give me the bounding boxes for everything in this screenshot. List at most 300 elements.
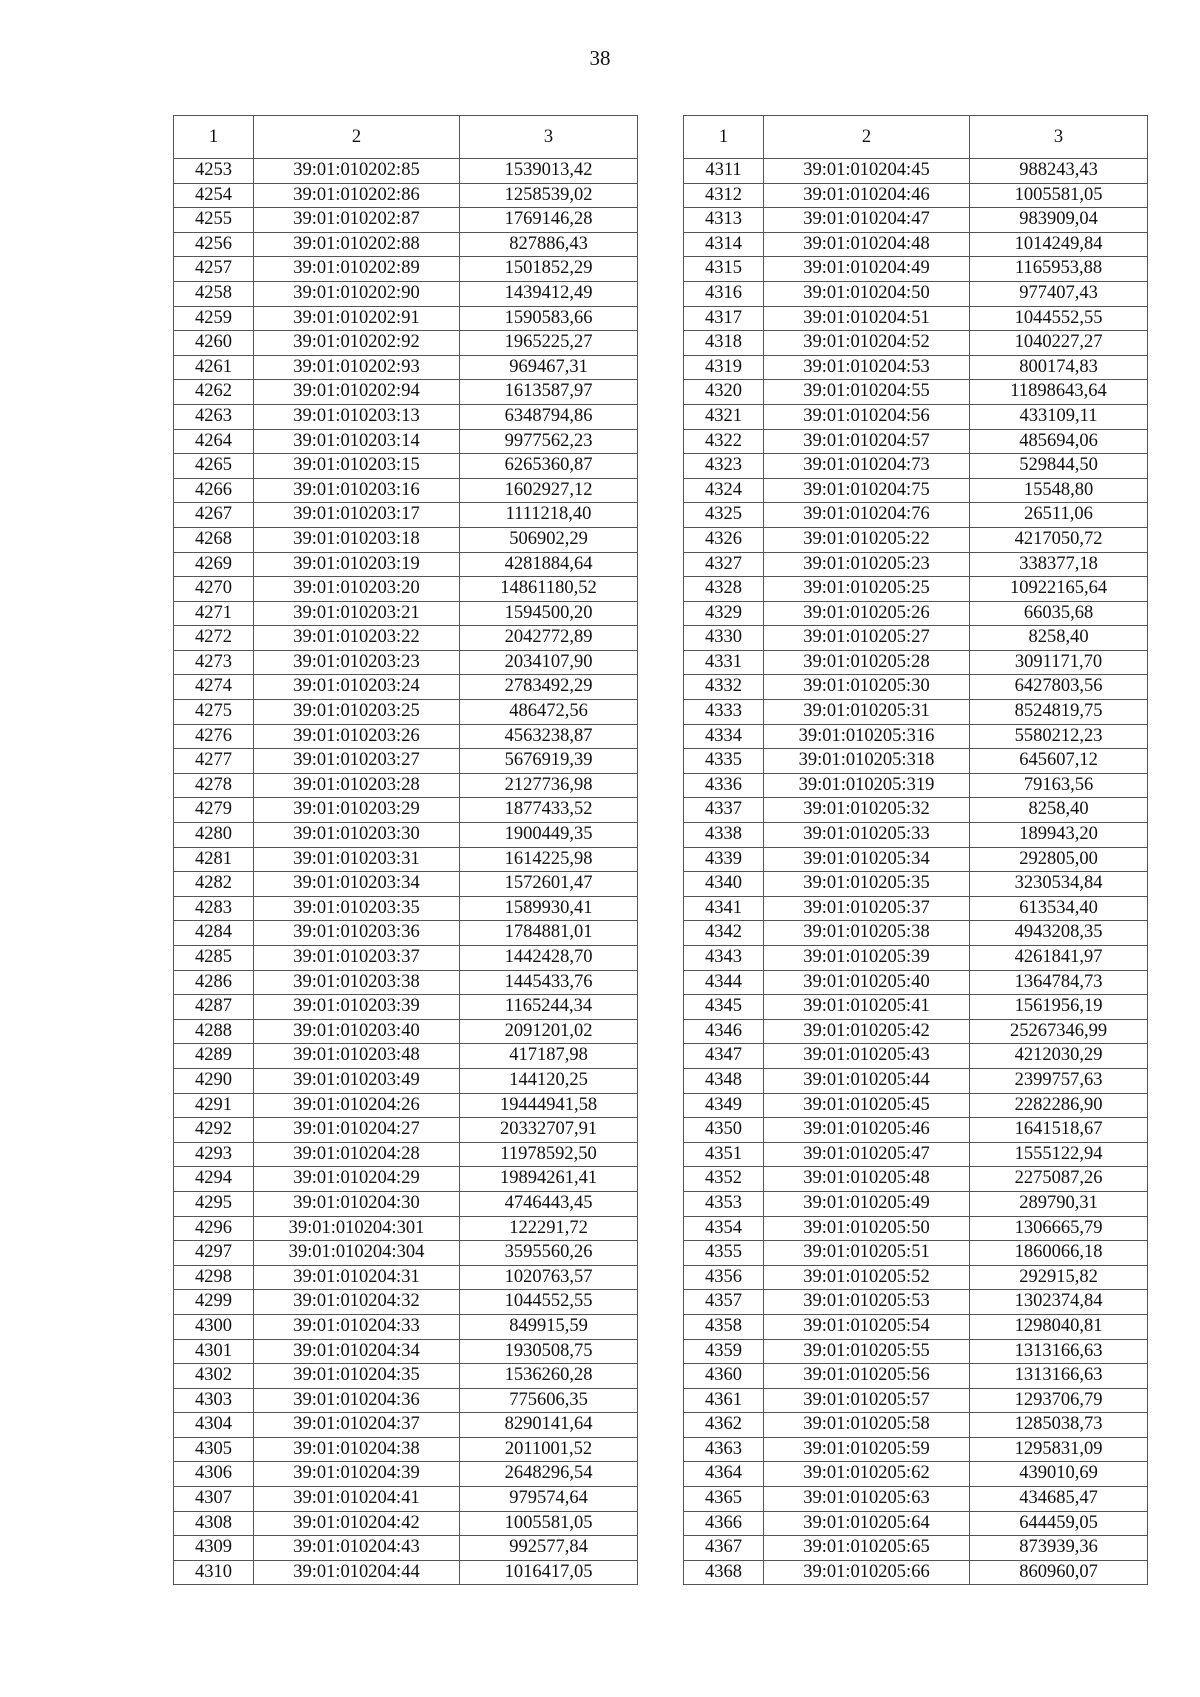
cadastral-number-cell: 39:01:010203:36 xyxy=(254,921,460,946)
row-number-cell: 4274 xyxy=(174,675,254,700)
row-number-cell: 4324 xyxy=(684,478,764,503)
value-cell: 2783492,29 xyxy=(460,675,638,700)
cadastral-number-cell: 39:01:010204:34 xyxy=(254,1339,460,1364)
value-cell: 1613587,97 xyxy=(460,380,638,405)
cadastral-number-cell: 39:01:010204:42 xyxy=(254,1511,460,1536)
value-cell: 529844,50 xyxy=(970,454,1148,479)
cadastral-number-cell: 39:01:010203:15 xyxy=(254,454,460,479)
cadastral-number-cell: 39:01:010203:37 xyxy=(254,946,460,971)
value-cell: 1040227,27 xyxy=(970,331,1148,356)
row-number-cell: 4349 xyxy=(684,1093,764,1118)
table-row xyxy=(684,872,1148,897)
cadastral-number-cell: 39:01:010205:43 xyxy=(764,1044,970,1069)
row-number-cell: 4283 xyxy=(174,896,254,921)
table-row xyxy=(174,1167,638,1192)
cadastral-number-cell: 39:01:010205:44 xyxy=(764,1068,970,1093)
table-row xyxy=(684,159,1148,184)
value-cell: 506902,29 xyxy=(460,527,638,552)
value-cell: 2282286,90 xyxy=(970,1093,1148,1118)
cadastral-number-cell: 39:01:010203:16 xyxy=(254,478,460,503)
value-cell: 122291,72 xyxy=(460,1216,638,1241)
value-cell: 977407,43 xyxy=(970,281,1148,306)
cadastral-number-cell: 39:01:010205:32 xyxy=(764,798,970,823)
cadastral-number-cell: 39:01:010205:52 xyxy=(764,1265,970,1290)
value-cell: 1302374,84 xyxy=(970,1290,1148,1315)
value-cell: 486472,56 xyxy=(460,700,638,725)
row-number-cell: 4307 xyxy=(174,1487,254,1512)
table-row xyxy=(174,1388,638,1413)
value-cell: 860960,07 xyxy=(970,1560,1148,1585)
cadastral-number-cell: 39:01:010202:92 xyxy=(254,331,460,356)
value-cell: 1641518,67 xyxy=(970,1118,1148,1143)
row-number-cell: 4340 xyxy=(684,872,764,897)
row-number-cell: 4319 xyxy=(684,355,764,380)
table-row xyxy=(174,773,638,798)
cadastral-number-cell: 39:01:010205:56 xyxy=(764,1364,970,1389)
value-cell: 11978592,50 xyxy=(460,1142,638,1167)
table-row xyxy=(174,1364,638,1389)
table-row xyxy=(684,306,1148,331)
value-cell: 1877433,52 xyxy=(460,798,638,823)
table-row xyxy=(174,1560,638,1585)
cadastral-number-cell: 39:01:010205:37 xyxy=(764,896,970,921)
row-number-cell: 4364 xyxy=(684,1462,764,1487)
row-number-cell: 4272 xyxy=(174,626,254,651)
value-cell: 1930508,75 xyxy=(460,1339,638,1364)
table-row xyxy=(684,1044,1148,1069)
table-row xyxy=(174,1339,638,1364)
table-row xyxy=(684,626,1148,651)
row-number-cell: 4288 xyxy=(174,1019,254,1044)
row-number-cell: 4253 xyxy=(174,159,254,184)
row-number-cell: 4315 xyxy=(684,257,764,282)
table-row xyxy=(174,159,638,184)
cadastral-number-cell: 39:01:010203:13 xyxy=(254,404,460,429)
table-row xyxy=(174,1068,638,1093)
cadastral-number-cell: 39:01:010205:38 xyxy=(764,921,970,946)
row-number-cell: 4265 xyxy=(174,454,254,479)
row-number-cell: 4351 xyxy=(684,1142,764,1167)
cadastral-number-cell: 39:01:010203:31 xyxy=(254,847,460,872)
table-row xyxy=(174,946,638,971)
table-row xyxy=(174,1290,638,1315)
table-row xyxy=(174,675,638,700)
table-row xyxy=(684,847,1148,872)
value-cell: 800174,83 xyxy=(970,355,1148,380)
table-row xyxy=(174,601,638,626)
value-cell: 15548,80 xyxy=(970,478,1148,503)
cadastral-number-cell: 39:01:010205:50 xyxy=(764,1216,970,1241)
table-row xyxy=(174,306,638,331)
row-number-cell: 4286 xyxy=(174,970,254,995)
cadastral-number-cell: 39:01:010204:36 xyxy=(254,1388,460,1413)
table-row xyxy=(684,1118,1148,1143)
row-number-cell: 4273 xyxy=(174,650,254,675)
value-cell: 144120,25 xyxy=(460,1068,638,1093)
row-number-cell: 4367 xyxy=(684,1536,764,1561)
row-number-cell: 4339 xyxy=(684,847,764,872)
table-row xyxy=(684,798,1148,823)
row-number-cell: 4325 xyxy=(684,503,764,528)
table-row xyxy=(684,1167,1148,1192)
row-number-cell: 4300 xyxy=(174,1314,254,1339)
row-number-cell: 4341 xyxy=(684,896,764,921)
table-row xyxy=(684,404,1148,429)
value-cell: 11898643,64 xyxy=(970,380,1148,405)
table-row xyxy=(174,1191,638,1216)
table-row xyxy=(174,380,638,405)
value-cell: 775606,35 xyxy=(460,1388,638,1413)
table-row xyxy=(684,700,1148,725)
row-number-cell: 4329 xyxy=(684,601,764,626)
table-row xyxy=(174,429,638,454)
table-row xyxy=(174,1462,638,1487)
cadastral-number-cell: 39:01:010205:48 xyxy=(764,1167,970,1192)
cadastral-number-cell: 39:01:010204:55 xyxy=(764,380,970,405)
cadastral-number-cell: 39:01:010203:49 xyxy=(254,1068,460,1093)
value-cell: 5676919,39 xyxy=(460,749,638,774)
table-row xyxy=(174,232,638,257)
value-cell: 1555122,94 xyxy=(970,1142,1148,1167)
row-number-cell: 4346 xyxy=(684,1019,764,1044)
cadastral-number-cell: 39:01:010205:49 xyxy=(764,1191,970,1216)
table-row xyxy=(684,1142,1148,1167)
cadastral-number-cell: 39:01:010204:53 xyxy=(764,355,970,380)
row-number-cell: 4350 xyxy=(684,1118,764,1143)
column-header: 1 xyxy=(174,116,254,159)
value-cell: 1298040,81 xyxy=(970,1314,1148,1339)
cadastral-number-cell: 39:01:010204:38 xyxy=(254,1437,460,1462)
cadastral-number-cell: 39:01:010204:33 xyxy=(254,1314,460,1339)
value-cell: 1005581,05 xyxy=(460,1511,638,1536)
row-number-cell: 4282 xyxy=(174,872,254,897)
cadastral-number-cell: 39:01:010203:34 xyxy=(254,872,460,897)
cadastral-number-cell: 39:01:010204:45 xyxy=(764,159,970,184)
cadastral-number-cell: 39:01:010203:24 xyxy=(254,675,460,700)
value-cell: 1614225,98 xyxy=(460,847,638,872)
table-row xyxy=(174,577,638,602)
table-row xyxy=(684,1216,1148,1241)
table-row xyxy=(684,1462,1148,1487)
row-number-cell: 4357 xyxy=(684,1290,764,1315)
table-row xyxy=(174,970,638,995)
cadastral-number-cell: 39:01:010204:29 xyxy=(254,1167,460,1192)
value-cell: 1445433,76 xyxy=(460,970,638,995)
cadastral-number-cell: 39:01:010204:47 xyxy=(764,208,970,233)
row-number-cell: 4284 xyxy=(174,921,254,946)
table-row xyxy=(174,1142,638,1167)
table-row xyxy=(684,527,1148,552)
table-row xyxy=(684,1191,1148,1216)
value-cell: 292805,00 xyxy=(970,847,1148,872)
column-header: 3 xyxy=(970,116,1148,159)
value-cell: 983909,04 xyxy=(970,208,1148,233)
row-number-cell: 4260 xyxy=(174,331,254,356)
value-cell: 1258539,02 xyxy=(460,183,638,208)
row-number-cell: 4327 xyxy=(684,552,764,577)
row-number-cell: 4365 xyxy=(684,1487,764,1512)
cadastral-number-cell: 39:01:010204:32 xyxy=(254,1290,460,1315)
row-number-cell: 4270 xyxy=(174,577,254,602)
row-number-cell: 4362 xyxy=(684,1413,764,1438)
cadastral-number-cell: 39:01:010204:37 xyxy=(254,1413,460,1438)
cadastral-number-cell: 39:01:010203:39 xyxy=(254,995,460,1020)
value-cell: 439010,69 xyxy=(970,1462,1148,1487)
value-cell: 1572601,47 xyxy=(460,872,638,897)
value-cell: 1295831,09 xyxy=(970,1437,1148,1462)
value-cell: 19894261,41 xyxy=(460,1167,638,1192)
value-cell: 979574,64 xyxy=(460,1487,638,1512)
value-cell: 1769146,28 xyxy=(460,208,638,233)
value-cell: 4746443,45 xyxy=(460,1191,638,1216)
value-cell: 1016417,05 xyxy=(460,1560,638,1585)
cadastral-number-cell: 39:01:010204:44 xyxy=(254,1560,460,1585)
table-row xyxy=(174,503,638,528)
table-row xyxy=(684,454,1148,479)
cadastral-number-cell: 39:01:010205:319 xyxy=(764,773,970,798)
table-row xyxy=(174,847,638,872)
value-cell: 2042772,89 xyxy=(460,626,638,651)
cadastral-number-cell: 39:01:010205:63 xyxy=(764,1487,970,1512)
table-row xyxy=(174,183,638,208)
row-number-cell: 4310 xyxy=(174,1560,254,1585)
row-number-cell: 4262 xyxy=(174,380,254,405)
value-cell: 4281884,64 xyxy=(460,552,638,577)
table-row xyxy=(684,823,1148,848)
cadastral-number-cell: 39:01:010203:22 xyxy=(254,626,460,651)
row-number-cell: 4320 xyxy=(684,380,764,405)
cadastral-number-cell: 39:01:010202:91 xyxy=(254,306,460,331)
cadastral-number-cell: 39:01:010204:46 xyxy=(764,183,970,208)
cadastral-number-cell: 39:01:010205:26 xyxy=(764,601,970,626)
value-cell: 79163,56 xyxy=(970,773,1148,798)
cadastral-number-cell: 39:01:010205:66 xyxy=(764,1560,970,1585)
cadastral-number-cell: 39:01:010205:35 xyxy=(764,872,970,897)
row-number-cell: 4332 xyxy=(684,675,764,700)
row-number-cell: 4334 xyxy=(684,724,764,749)
cadastral-number-cell: 39:01:010205:41 xyxy=(764,995,970,1020)
row-number-cell: 4264 xyxy=(174,429,254,454)
cadastral-number-cell: 39:01:010205:59 xyxy=(764,1437,970,1462)
value-cell: 1965225,27 xyxy=(460,331,638,356)
table-row xyxy=(684,1265,1148,1290)
table-row xyxy=(174,1487,638,1512)
table-row xyxy=(684,1019,1148,1044)
cadastral-number-cell: 39:01:010202:94 xyxy=(254,380,460,405)
table-row xyxy=(174,1265,638,1290)
table-row xyxy=(684,478,1148,503)
row-number-cell: 4342 xyxy=(684,921,764,946)
row-number-cell: 4321 xyxy=(684,404,764,429)
row-number-cell: 4293 xyxy=(174,1142,254,1167)
table-row xyxy=(174,1536,638,1561)
table-row xyxy=(174,1314,638,1339)
table-row xyxy=(174,872,638,897)
value-cell: 4212030,29 xyxy=(970,1044,1148,1069)
row-number-cell: 4279 xyxy=(174,798,254,823)
column-header: 2 xyxy=(764,116,970,159)
table-row xyxy=(174,700,638,725)
row-number-cell: 4355 xyxy=(684,1241,764,1266)
row-number-cell: 4356 xyxy=(684,1265,764,1290)
value-cell: 1539013,42 xyxy=(460,159,638,184)
value-cell: 3230534,84 xyxy=(970,872,1148,897)
value-cell: 1044552,55 xyxy=(970,306,1148,331)
value-cell: 4563238,87 xyxy=(460,724,638,749)
table-row xyxy=(684,1413,1148,1438)
cadastral-number-cell: 39:01:010203:35 xyxy=(254,896,460,921)
row-number-cell: 4309 xyxy=(174,1536,254,1561)
cadastral-number-cell: 39:01:010203:25 xyxy=(254,700,460,725)
cadastral-number-cell: 39:01:010205:54 xyxy=(764,1314,970,1339)
table-row xyxy=(174,921,638,946)
value-cell: 1590583,66 xyxy=(460,306,638,331)
table-row xyxy=(174,527,638,552)
table-row xyxy=(174,404,638,429)
value-cell: 969467,31 xyxy=(460,355,638,380)
row-number-cell: 4297 xyxy=(174,1241,254,1266)
value-cell: 1784881,01 xyxy=(460,921,638,946)
value-cell: 1044552,55 xyxy=(460,1290,638,1315)
row-number-cell: 4285 xyxy=(174,946,254,971)
cadastral-number-cell: 39:01:010205:27 xyxy=(764,626,970,651)
cadastral-number-cell: 39:01:010204:30 xyxy=(254,1191,460,1216)
table-row xyxy=(174,1093,638,1118)
cadastral-number-cell: 39:01:010205:39 xyxy=(764,946,970,971)
cadastral-number-cell: 39:01:010204:75 xyxy=(764,478,970,503)
table-row xyxy=(174,749,638,774)
cadastral-number-cell: 39:01:010204:41 xyxy=(254,1487,460,1512)
table-row xyxy=(684,1388,1148,1413)
value-cell: 613534,40 xyxy=(970,896,1148,921)
row-number-cell: 4295 xyxy=(174,1191,254,1216)
table-row xyxy=(684,921,1148,946)
value-cell: 289790,31 xyxy=(970,1191,1148,1216)
cadastral-number-cell: 39:01:010204:52 xyxy=(764,331,970,356)
row-number-cell: 4266 xyxy=(174,478,254,503)
cadastral-number-cell: 39:01:010203:38 xyxy=(254,970,460,995)
cadastral-number-cell: 39:01:010204:56 xyxy=(764,404,970,429)
table-row xyxy=(174,454,638,479)
value-cell: 10922165,64 xyxy=(970,577,1148,602)
value-cell: 1439412,49 xyxy=(460,281,638,306)
value-cell: 25267346,99 xyxy=(970,1019,1148,1044)
value-cell: 292915,82 xyxy=(970,1265,1148,1290)
cadastral-number-cell: 39:01:010205:53 xyxy=(764,1290,970,1315)
cadastral-number-cell: 39:01:010205:58 xyxy=(764,1413,970,1438)
table-row xyxy=(684,1290,1148,1315)
row-number-cell: 4257 xyxy=(174,257,254,282)
cadastral-number-cell: 39:01:010205:22 xyxy=(764,527,970,552)
value-cell: 992577,84 xyxy=(460,1536,638,1561)
row-number-cell: 4292 xyxy=(174,1118,254,1143)
table-row xyxy=(174,798,638,823)
cadastral-number-cell: 39:01:010204:35 xyxy=(254,1364,460,1389)
table-row xyxy=(174,1511,638,1536)
value-cell: 873939,36 xyxy=(970,1536,1148,1561)
value-cell: 6348794,86 xyxy=(460,404,638,429)
table-row xyxy=(684,1536,1148,1561)
table-row xyxy=(174,823,638,848)
table-row xyxy=(684,577,1148,602)
cadastral-number-cell: 39:01:010205:34 xyxy=(764,847,970,872)
row-number-cell: 4344 xyxy=(684,970,764,995)
table-row xyxy=(684,1487,1148,1512)
cadastral-number-cell: 39:01:010204:28 xyxy=(254,1142,460,1167)
cadastral-number-cell: 39:01:010205:51 xyxy=(764,1241,970,1266)
table-row xyxy=(684,232,1148,257)
row-number-cell: 4353 xyxy=(684,1191,764,1216)
cadastral-number-cell: 39:01:010205:42 xyxy=(764,1019,970,1044)
value-cell: 1165953,88 xyxy=(970,257,1148,282)
row-number-cell: 4290 xyxy=(174,1068,254,1093)
cadastral-number-cell: 39:01:010203:40 xyxy=(254,1019,460,1044)
cadastral-number-cell: 39:01:010204:304 xyxy=(254,1241,460,1266)
row-number-cell: 4358 xyxy=(684,1314,764,1339)
table-row xyxy=(174,281,638,306)
cadastral-number-cell: 39:01:010205:318 xyxy=(764,749,970,774)
table-row xyxy=(684,552,1148,577)
value-cell: 9977562,23 xyxy=(460,429,638,454)
cadastral-number-cell: 39:01:010205:30 xyxy=(764,675,970,700)
row-number-cell: 4323 xyxy=(684,454,764,479)
value-cell: 5580212,23 xyxy=(970,724,1148,749)
value-cell: 8524819,75 xyxy=(970,700,1148,725)
value-cell: 4943208,35 xyxy=(970,921,1148,946)
table-row xyxy=(174,995,638,1020)
cadastral-number-cell: 39:01:010204:51 xyxy=(764,306,970,331)
row-number-cell: 4280 xyxy=(174,823,254,848)
value-cell: 645607,12 xyxy=(970,749,1148,774)
row-number-cell: 4363 xyxy=(684,1437,764,1462)
table-row xyxy=(684,650,1148,675)
cadastral-number-cell: 39:01:010205:65 xyxy=(764,1536,970,1561)
table-row xyxy=(174,355,638,380)
cadastral-number-cell: 39:01:010202:87 xyxy=(254,208,460,233)
cadastral-number-cell: 39:01:010204:49 xyxy=(764,257,970,282)
value-cell: 66035,68 xyxy=(970,601,1148,626)
table-row xyxy=(684,429,1148,454)
row-number-cell: 4303 xyxy=(174,1388,254,1413)
row-number-cell: 4317 xyxy=(684,306,764,331)
row-number-cell: 4352 xyxy=(684,1167,764,1192)
row-number-cell: 4331 xyxy=(684,650,764,675)
value-cell: 2275087,26 xyxy=(970,1167,1148,1192)
column-header: 1 xyxy=(684,116,764,159)
table-row xyxy=(684,183,1148,208)
value-cell: 2011001,52 xyxy=(460,1437,638,1462)
row-number-cell: 4275 xyxy=(174,700,254,725)
value-cell: 2034107,90 xyxy=(460,650,638,675)
cadastral-number-cell: 39:01:010205:57 xyxy=(764,1388,970,1413)
table-row xyxy=(684,503,1148,528)
value-cell: 434685,47 xyxy=(970,1487,1148,1512)
value-cell: 3091171,70 xyxy=(970,650,1148,675)
value-cell: 189943,20 xyxy=(970,823,1148,848)
cadastral-number-cell: 39:01:010203:27 xyxy=(254,749,460,774)
value-cell: 1442428,70 xyxy=(460,946,638,971)
row-number-cell: 4308 xyxy=(174,1511,254,1536)
page-number: 38 xyxy=(589,46,611,70)
row-number-cell: 4359 xyxy=(684,1339,764,1364)
row-number-cell: 4314 xyxy=(684,232,764,257)
value-cell: 1306665,79 xyxy=(970,1216,1148,1241)
left-table xyxy=(173,115,638,1585)
cadastral-number-cell: 39:01:010205:316 xyxy=(764,724,970,749)
table-row xyxy=(684,1339,1148,1364)
table-row xyxy=(684,257,1148,282)
row-number-cell: 4366 xyxy=(684,1511,764,1536)
